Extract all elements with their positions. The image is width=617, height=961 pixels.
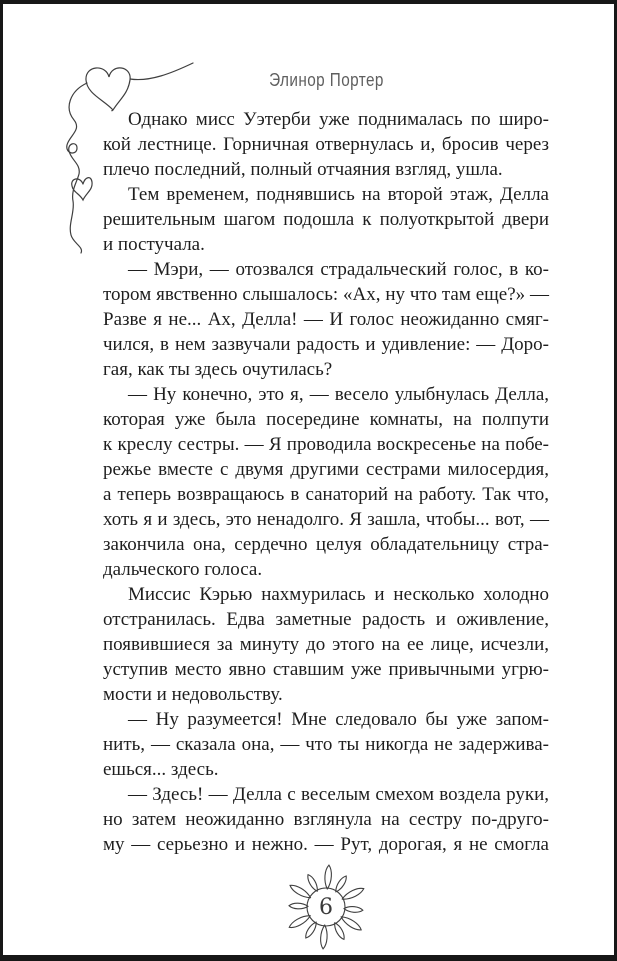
text-line: кой лестнице. Горничная отвернулась и, бросив через [103, 134, 549, 155]
text-line: Тем временем, поднявшись на второй этаж, Делла [128, 184, 549, 205]
text-line: решительным шагом подошла к полуоткрытой двери [103, 209, 549, 230]
text-line: режье вместе с двумя другими сестрами милосердия, [103, 459, 549, 480]
text-line: гая, как ты здесь очутилась? [103, 359, 333, 380]
text-line: Миссис Кэрью нахмурилась и несколько холодно [128, 584, 549, 605]
text-line: плечо последний, полный отчаяния взгляд, ушла. [103, 159, 503, 180]
text-line: закончила она, сердечно целуя обладательницу стра- [103, 534, 549, 555]
text-line: — Здесь! — Делла с веселым смехом воздела руки, [128, 784, 549, 805]
text-line: — Ну конечно, это я, — весело улыбнулась Делла, [128, 384, 549, 405]
text-line: хоть я и здесь, это ненадолго. Я зашла, чтобы... вот, — [103, 509, 549, 530]
text-line: а теперь возвращаюсь в санаторий на работу. Так что, [103, 484, 549, 505]
text-line: появившиеся за минуту до этого на ее лице, исчезли, [103, 634, 549, 655]
text-line: отстранилась. Едва заметные радость и оживление, [103, 609, 549, 630]
text-line: ешься... здесь. [103, 759, 219, 780]
text-line: Разве я не... Ах, Делла! — И голос неожиданно смяг- [103, 309, 549, 330]
text-line: дальческого голоса. [103, 559, 263, 580]
text-line: — Мэри, — отозвался страдальческий голос, в ко- [128, 259, 549, 280]
text-line: к креслу сестры. — Я проводила воскресенье на побе- [103, 434, 549, 455]
page-number: 6 [319, 894, 333, 920]
text-line: мости и недовольству. [103, 684, 283, 705]
text-line: но затем неожиданно взглянула на сестру по-друго- [103, 809, 549, 830]
text-line: тором явственно слышалось: «Ах, ну что там еще?» — [103, 284, 549, 305]
text-line: и постучала. [103, 234, 205, 255]
body-text [103, 107, 549, 857]
author-name: Элинор Портер [268, 70, 384, 90]
text-line: которая уже была посередине комнаты, на полпути [103, 409, 549, 430]
text-line: му — серьезно и нежно. — Рут, дорогая, я не смогла [103, 834, 549, 855]
text-line: чился, в нем зазвучали радость и удивление: — Доро- [103, 334, 549, 355]
text-line: Однако мисс Уэтерби уже поднималась по широ- [128, 109, 549, 130]
text-line: — Ну разумеется! Мне следовало бы уже запом- [128, 709, 549, 730]
text-line: уступив место явно ставшим уже привычными угрю- [103, 659, 549, 680]
author-header [103, 70, 549, 91]
text-line: нить, — сказала она, — что ты никогда не задержива- [103, 734, 549, 755]
